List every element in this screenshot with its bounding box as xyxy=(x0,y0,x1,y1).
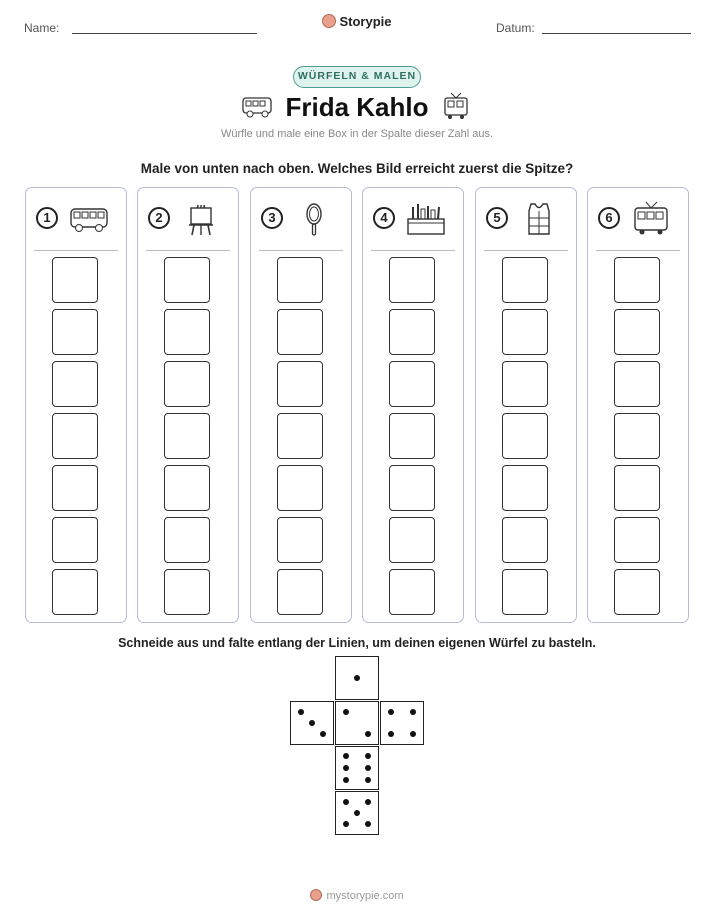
color-box[interactable] xyxy=(52,517,98,563)
pip xyxy=(354,675,360,681)
color-box[interactable] xyxy=(277,257,323,303)
hand-mirror-icon xyxy=(293,201,335,237)
pip xyxy=(365,821,371,827)
color-box[interactable] xyxy=(389,569,435,615)
color-box[interactable] xyxy=(164,569,210,615)
column-2 xyxy=(137,187,239,623)
color-box[interactable] xyxy=(389,309,435,355)
die-face-6 xyxy=(335,746,379,790)
color-box[interactable] xyxy=(502,413,548,459)
column-divider xyxy=(371,250,455,251)
instruction: Male von unten nach oben. Welches Bild erreicht zuerst die Spitze? xyxy=(140,161,574,176)
color-box[interactable] xyxy=(389,517,435,563)
column-number: 1 xyxy=(36,207,58,229)
column-number: 3 xyxy=(261,207,283,229)
column-divider xyxy=(596,250,680,251)
color-box[interactable] xyxy=(502,569,548,615)
pip xyxy=(343,765,349,771)
pip xyxy=(365,765,371,771)
column-divider xyxy=(259,250,343,251)
date-line[interactable] xyxy=(542,33,691,34)
color-box[interactable] xyxy=(52,465,98,511)
color-box[interactable] xyxy=(502,361,548,407)
column-number: 4 xyxy=(373,207,395,229)
color-box[interactable] xyxy=(164,309,210,355)
column-5 xyxy=(475,187,577,623)
color-box[interactable] xyxy=(389,257,435,303)
paint-box-icon xyxy=(405,201,447,237)
column-divider xyxy=(34,250,118,251)
color-box[interactable] xyxy=(277,361,323,407)
pip xyxy=(365,731,371,737)
column-1 xyxy=(25,187,127,623)
column-divider xyxy=(146,250,230,251)
die-face-1 xyxy=(335,656,379,700)
pip xyxy=(365,777,371,783)
date-label: Datum: xyxy=(496,21,535,35)
color-box[interactable] xyxy=(277,413,323,459)
pip xyxy=(343,799,349,805)
pip xyxy=(298,709,304,715)
column-6 xyxy=(587,187,689,623)
color-box[interactable] xyxy=(389,413,435,459)
pip xyxy=(388,709,394,715)
color-box[interactable] xyxy=(164,413,210,459)
pip xyxy=(320,731,326,737)
die-face-3 xyxy=(290,701,334,745)
pip xyxy=(410,731,416,737)
name-line[interactable] xyxy=(72,33,257,34)
color-box[interactable] xyxy=(389,465,435,511)
color-box[interactable] xyxy=(277,309,323,355)
pip xyxy=(365,753,371,759)
pip xyxy=(343,753,349,759)
tram-icon xyxy=(441,91,471,121)
vest-icon xyxy=(518,201,560,237)
subtitle: Würfle und male eine Box in der Spalte dieser Zahl aus. xyxy=(220,128,494,140)
color-box[interactable] xyxy=(164,361,210,407)
die-face-2 xyxy=(335,701,379,745)
color-box[interactable] xyxy=(389,361,435,407)
column-number: 5 xyxy=(486,207,508,229)
column-4 xyxy=(362,187,464,623)
pip xyxy=(354,810,360,816)
column-number: 6 xyxy=(598,207,620,229)
color-box[interactable] xyxy=(164,257,210,303)
color-box[interactable] xyxy=(502,517,548,563)
color-box[interactable] xyxy=(52,309,98,355)
pip xyxy=(343,821,349,827)
footer xyxy=(0,889,714,902)
color-box[interactable] xyxy=(614,413,660,459)
color-box[interactable] xyxy=(502,257,548,303)
brand-logo xyxy=(0,14,714,29)
color-box[interactable] xyxy=(52,361,98,407)
color-box[interactable] xyxy=(52,413,98,459)
color-box[interactable] xyxy=(614,569,660,615)
easel-icon xyxy=(180,201,222,237)
color-box[interactable] xyxy=(164,517,210,563)
footer-url[interactable]: mystorypie.com xyxy=(326,890,404,902)
column-divider xyxy=(484,250,568,251)
color-box[interactable] xyxy=(52,569,98,615)
column-number: 2 xyxy=(148,207,170,229)
color-box[interactable] xyxy=(614,309,660,355)
color-box[interactable] xyxy=(277,465,323,511)
color-box[interactable] xyxy=(164,465,210,511)
dice-instruction: Schneide aus und falte entlang der Linien, um deinen eigenen Würfel zu basteln. xyxy=(118,636,596,650)
activity-badge: WÜRFELN & MALEN xyxy=(293,66,421,88)
pip xyxy=(388,731,394,737)
storypie-bear-icon xyxy=(322,14,336,28)
color-box[interactable] xyxy=(614,517,660,563)
color-box[interactable] xyxy=(614,361,660,407)
pip xyxy=(343,777,349,783)
color-box[interactable] xyxy=(52,257,98,303)
die-face-4 xyxy=(380,701,424,745)
brand-text: Storypie xyxy=(339,14,392,29)
pip xyxy=(309,720,315,726)
name-label: Name: xyxy=(24,21,60,35)
color-box[interactable] xyxy=(277,517,323,563)
column-3 xyxy=(250,187,352,623)
storypie-bear-icon xyxy=(310,889,322,901)
color-box[interactable] xyxy=(614,465,660,511)
dice-net xyxy=(290,656,424,836)
pip xyxy=(365,799,371,805)
bus-icon xyxy=(68,201,110,237)
pip xyxy=(343,709,349,715)
color-box[interactable] xyxy=(502,309,548,355)
page-title: Frida Kahlo xyxy=(285,92,429,122)
color-box[interactable] xyxy=(277,569,323,615)
die-face-5 xyxy=(335,791,379,835)
color-box[interactable] xyxy=(502,465,548,511)
pip xyxy=(410,709,416,715)
tram-icon xyxy=(630,201,672,237)
color-box[interactable] xyxy=(614,257,660,303)
